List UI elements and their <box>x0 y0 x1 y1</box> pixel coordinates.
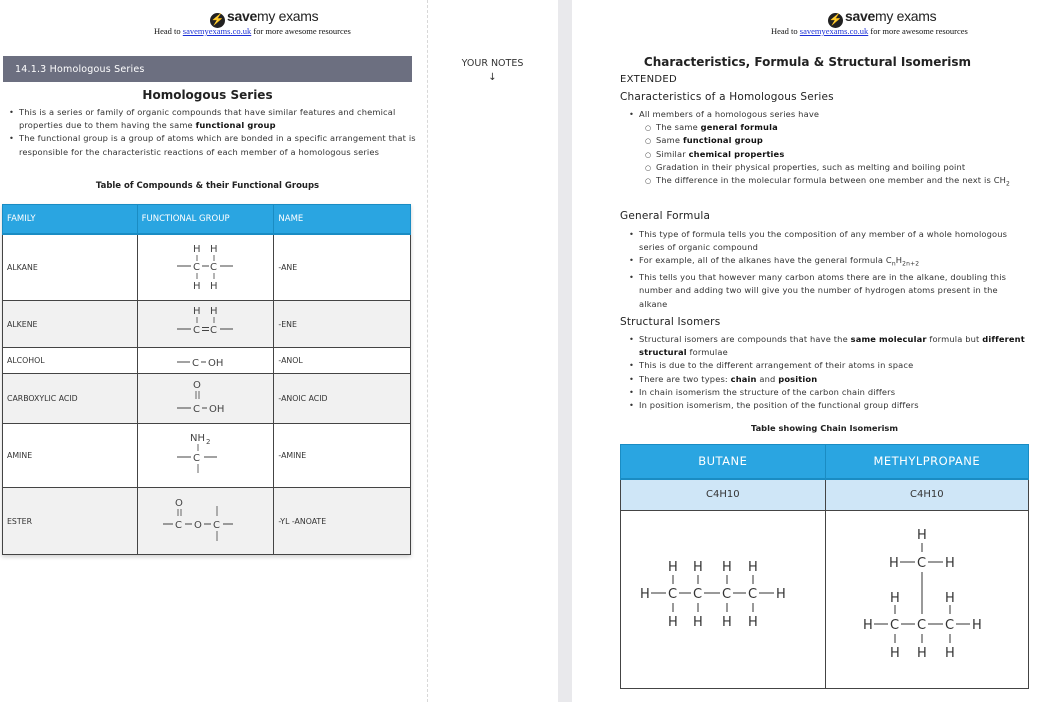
svg-text:C: C <box>174 520 182 531</box>
svg-text:H: H <box>971 617 982 633</box>
svg-text:H: H <box>916 527 927 543</box>
header-tagline: Head to savemyexams.co.uk for more awesome resources <box>771 26 968 36</box>
list-item: ○ Gradation in their physical properties, such as melting and boiling point <box>645 161 1028 174</box>
topic-bar: 14.1.3 Homologous Series <box>3 56 412 82</box>
svg-text:C: C <box>192 325 200 336</box>
svg-text:C: C <box>209 325 217 336</box>
svg-text:H: H <box>667 559 678 575</box>
notes-divider <box>427 0 428 702</box>
svg-text:C: C <box>192 452 200 464</box>
characteristics-heading: Characteristics of a Homologous Series <box>620 91 834 103</box>
svg-text:H: H <box>209 306 218 317</box>
svg-text:H: H <box>209 281 218 293</box>
svg-text:H: H <box>747 614 758 630</box>
lightning-bolt-icon: ⚡ <box>210 14 225 26</box>
svg-text:C: C <box>944 617 954 633</box>
table-row <box>621 511 1029 689</box>
methylpropane-structure-diagram <box>857 525 997 675</box>
svg-text:H: H <box>692 559 703 575</box>
svg-text:H: H <box>209 244 218 256</box>
svg-text:H: H <box>944 555 955 571</box>
your-notes-label: YOUR NOTES ↓ <box>440 58 545 83</box>
header-tagline: Head to savemyexams.co.uk for more awesome resources <box>154 26 351 36</box>
page-heading: Homologous Series <box>142 88 273 102</box>
svg-text:NH: NH <box>189 432 205 444</box>
svg-text:C: C <box>212 520 220 531</box>
lightning-bolt-icon: ⚡ <box>828 14 843 26</box>
down-arrow-icon: ↓ <box>488 72 497 83</box>
svg-text:C: C <box>747 586 757 602</box>
column-header: METHYLPROPANE <box>825 445 1028 479</box>
svg-text:C: C <box>916 555 926 571</box>
list-item: • Structural isomers are compounds that have the same molecular formula but different structural formulae <box>628 333 1028 359</box>
general-formula-list <box>628 228 1028 311</box>
list-item: ○ The same general formula <box>645 121 1028 134</box>
chain-isomerism-table <box>620 444 1029 689</box>
svg-text:C: C <box>721 586 731 602</box>
characteristics-list <box>628 108 1028 191</box>
column-header: NAME <box>274 205 411 234</box>
amine-functional-group-diagram <box>171 427 241 485</box>
column-header: FUNCTIONAL GROUP <box>137 205 274 234</box>
website-link[interactable]: savemyexams.co.uk <box>182 26 252 36</box>
alkene-functional-group-diagram <box>171 302 241 346</box>
svg-text:C: C <box>692 586 702 602</box>
structural-isomers-heading: Structural Isomers <box>620 316 721 328</box>
structural-isomers-list <box>628 333 1028 412</box>
ester-functional-group-diagram <box>161 492 251 550</box>
svg-text:H: H <box>916 645 927 661</box>
list-item: ○ The difference in the molecular formula between one member and the next is $CH_2$ <box>645 174 1028 191</box>
svg-text:H: H <box>888 555 899 571</box>
butane-structure-diagram <box>638 555 808 645</box>
svg-text:H: H <box>944 590 955 606</box>
general-formula-heading: General Formula <box>620 210 711 222</box>
svg-text:C: C <box>916 617 926 633</box>
svg-text:2: 2 <box>205 437 210 446</box>
svg-text:O: O <box>192 379 201 391</box>
table-caption: Table of Compounds & their Functional Groups <box>95 181 320 191</box>
website-link[interactable]: savemyexams.co.uk <box>799 26 869 36</box>
svg-text:H: H <box>192 281 201 293</box>
carboxylic-acid-functional-group-diagram <box>171 376 241 422</box>
svg-text:H: H <box>889 645 900 661</box>
svg-text:OH: OH <box>208 403 224 415</box>
svg-text:C: C <box>191 357 199 369</box>
column-header: FAMILY <box>3 205 138 234</box>
molecular-formula: C4H10 <box>825 479 1028 511</box>
svg-text:H: H <box>775 586 786 602</box>
list-item: • The functional group is a group of atoms which are bonded in a specific arrangement that is responsible for the characteristic reactions of each member of a homologous series <box>8 132 416 158</box>
svg-text:C: C <box>889 617 899 633</box>
svg-text:H: H <box>692 614 703 630</box>
list-item: • This tells you that however many carbon atoms there are in the alkane, doubling this number and adding two will give you the number of hydrogen atoms present in the alkane <box>628 271 1028 311</box>
svg-text:H: H <box>667 614 678 630</box>
save-my-exams-logo: ⚡ savemy exams <box>210 8 319 26</box>
svg-text:H: H <box>721 559 732 575</box>
list-item: • This is due to the different arrangement of their atoms in space <box>628 359 1028 372</box>
list-item: • In position isomerism, the position of the functional group differs <box>628 399 1028 412</box>
svg-text:OH: OH <box>207 357 223 369</box>
list-item: • In chain isomerism the structure of the carbon chain differs <box>628 386 1028 399</box>
table-row: CARBOXYLIC ACID O C OH -ANOIC ACID <box>3 374 411 424</box>
svg-text:C: C <box>192 262 200 274</box>
list-item: ○ Similar chemical properties <box>645 148 1028 161</box>
molecular-formula: C4H10 <box>621 479 826 511</box>
svg-text:C: C <box>192 403 200 415</box>
svg-text:H: H <box>639 586 650 602</box>
page-title: Characteristics, Formula & Structural Isomerism <box>643 55 972 69</box>
svg-text:H: H <box>747 559 758 575</box>
svg-text:H: H <box>889 590 900 606</box>
column-header: BUTANE <box>621 445 826 479</box>
svg-text:H: H <box>192 306 201 317</box>
alkane-functional-group-diagram <box>171 236 241 298</box>
list-item: • This is a series or family of organic compounds that have similar features and chemical properties due to them having the same functional group <box>8 106 416 132</box>
svg-text:O: O <box>174 498 183 509</box>
table-row: ALKANE H H C C H H -ANE <box>3 234 411 301</box>
svg-text:H: H <box>944 645 955 661</box>
list-item: • This type of formula tells you the composition of any member of a whole homologous series of organic compound <box>628 228 1028 254</box>
list-item: • For example, all of the alkanes have the general formula $C_nH_{2n+2}$ <box>628 254 1028 271</box>
svg-text:H: H <box>721 614 732 630</box>
list-item: • There are two types: chain and position <box>628 373 1028 386</box>
intro-bullets <box>8 106 416 159</box>
alcohol-functional-group-diagram <box>171 351 241 371</box>
svg-text:H: H <box>192 244 201 256</box>
table-row: ESTER O C O C -YL -ANOATE <box>3 488 411 555</box>
table-row: ALKENE H H C C -ENE <box>3 301 411 348</box>
list-item: ○ Same functional group <box>645 134 1028 147</box>
save-my-exams-logo: ⚡ savemy exams <box>828 8 937 26</box>
extended-label: EXTENDED <box>620 74 678 85</box>
list-item: • All members of a homologous series have <box>628 108 1028 121</box>
svg-text:O: O <box>193 520 202 531</box>
isomer-table-caption: Table showing Chain Isomerism <box>750 423 899 433</box>
svg-text:H: H <box>862 617 873 633</box>
table-row: AMINE NH 2 C -AMINE <box>3 424 411 488</box>
functional-groups-table <box>2 204 411 555</box>
table-row: ALCOHOL C OH -ANOL <box>3 348 411 374</box>
svg-text:C: C <box>667 586 677 602</box>
svg-text:C: C <box>209 262 217 274</box>
table-row <box>621 479 1029 511</box>
